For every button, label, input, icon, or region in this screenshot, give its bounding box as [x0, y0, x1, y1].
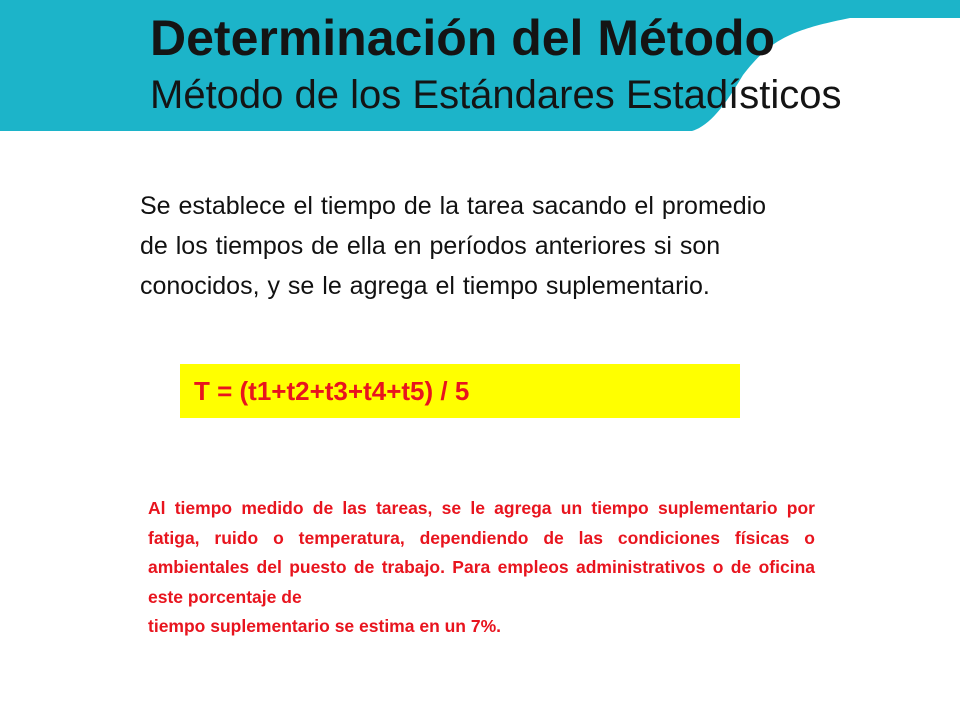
formula-text: T = (t1+t2+t3+t4+t5) / 5 [194, 376, 470, 406]
note-paragraph-main: Al tiempo medido de las tareas, se le agrega un tiempo suplementario por fatiga, ruido o temperatura, dependiendo de las condiciones físicas o ambientales del puesto de trabajo. Para empleos administrativos o de oficina este porcentaje de [148, 498, 815, 607]
formula-highlight-box [180, 364, 740, 418]
slide-title: Determinación del Método [150, 10, 776, 66]
intro-paragraph: Se establece el tiempo de la tarea sacando el promedio de los tiempos de ella en períodos anteriores si son conocidos, y se le agrega el tiempo suplementario. [140, 192, 767, 300]
slide-subtitle: Método de los Estándares Estadísticos [150, 73, 842, 117]
note-paragraph [148, 494, 815, 642]
note-paragraph-last-line: tiempo suplementario se estima en un 7%. [148, 616, 502, 636]
